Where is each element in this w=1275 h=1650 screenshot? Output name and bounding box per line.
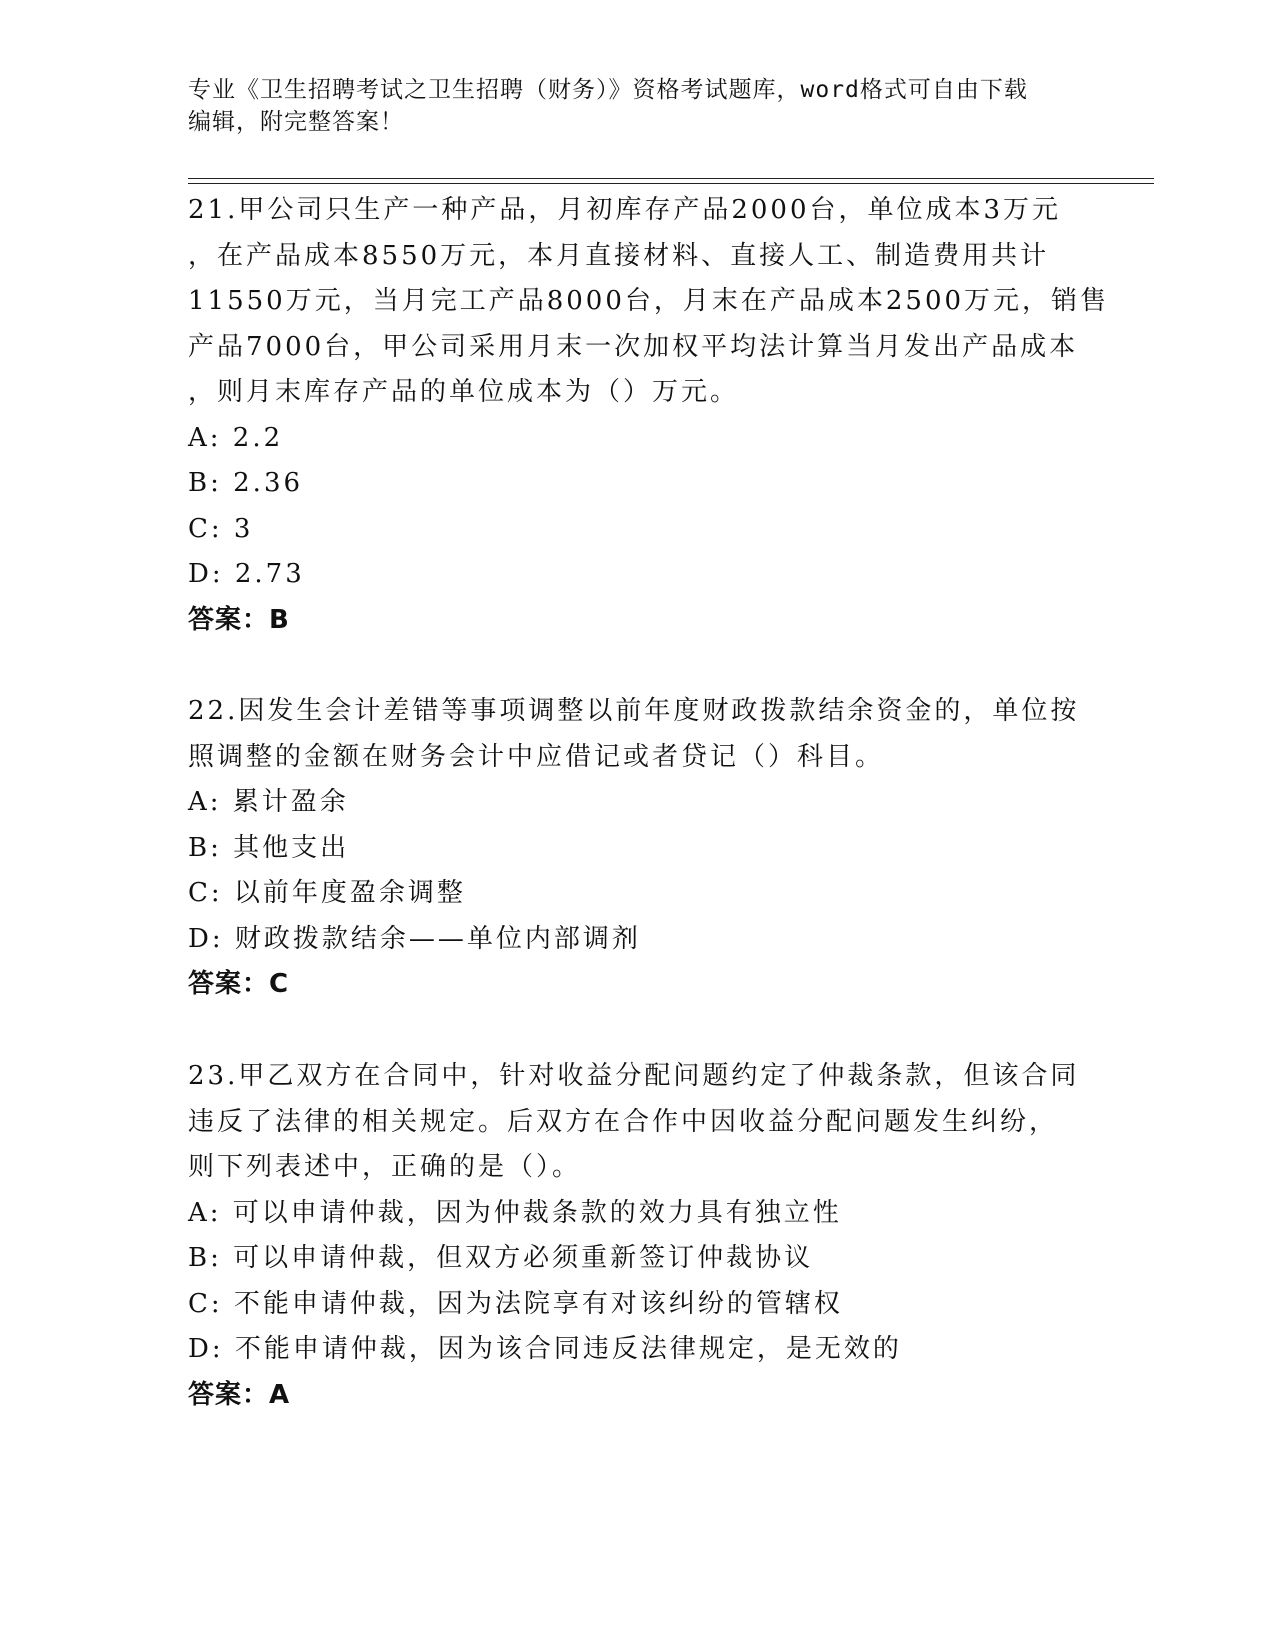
option-b: B: 可以申请仲裁，但双方必须重新签订仲裁协议 bbox=[188, 1243, 814, 1273]
question-stem-line: 则下列表述中，正确的是（）。 bbox=[188, 1152, 582, 1182]
option-a: A: 2.2 bbox=[188, 422, 284, 453]
header-divider-bottom bbox=[188, 183, 1154, 184]
answer-key: 答案：B bbox=[188, 604, 290, 635]
header-line-2: 编辑，附完整答案！ bbox=[188, 109, 404, 135]
question-21 bbox=[188, 188, 1110, 643]
question-stem-line: 22.因发生会计差错等事项调整以前年度财政拨款结余资金的，单位按 bbox=[188, 696, 1080, 726]
option-c: C: 不能申请仲裁，因为法院享有对该纠纷的管辖权 bbox=[188, 1288, 843, 1319]
answer-key: 答案：C bbox=[188, 969, 290, 999]
option-d: D: 财政拨款结余——单位内部调剂 bbox=[188, 923, 641, 954]
question-stem-line: ，在产品成本8550万元，本月直接材料、直接人工、制造费用共计 bbox=[188, 240, 1050, 271]
question-stem-line: 11550万元，当月完工产品8000台，月末在产品成本2500万元，销售 bbox=[188, 286, 1110, 316]
option-b: B: 2.36 bbox=[188, 468, 304, 498]
question-stem-line: 产品7000台，甲公司采用月末一次加权平均法计算当月发出产品成本 bbox=[188, 331, 1079, 362]
option-d: D: 不能申请仲裁，因为该合同违反法律规定，是无效的 bbox=[188, 1334, 902, 1364]
answer-key: 答案：A bbox=[188, 1379, 291, 1410]
header-divider-top bbox=[188, 178, 1154, 179]
question-stem-line: 违反了法律的相关规定。后双方在合作中因收益分配问题发生纠纷， bbox=[188, 1106, 1059, 1137]
option-c: C: 3 bbox=[188, 513, 254, 544]
question-22 bbox=[188, 689, 1088, 1008]
header-line-1: 专业《卫生招聘考试之卫生招聘（财务）》资格考试题库，word格式可自由下载 bbox=[188, 77, 1028, 103]
option-c: C: 以前年度盈余调整 bbox=[188, 878, 466, 908]
question-stem-line: 照调整的金额在财务会计中应借记或者贷记（）科目。 bbox=[188, 741, 885, 772]
question-stem-line: 21.甲公司只生产一种产品，月初库存产品2000台，单位成本3万元 bbox=[188, 195, 1062, 225]
document-header bbox=[188, 74, 1088, 138]
question-stem-line: 23.甲乙双方在合同中，针对收益分配问题约定了仲裁条款，但该合同 bbox=[188, 1061, 1080, 1091]
option-d: D: 2.73 bbox=[188, 559, 305, 589]
option-a: A: 可以申请仲裁，因为仲裁条款的效力具有独立性 bbox=[188, 1197, 842, 1228]
question-23 bbox=[188, 1054, 1088, 1418]
option-a: A: 累计盈余 bbox=[188, 787, 349, 817]
option-b: B: 其他支出 bbox=[188, 832, 350, 863]
question-stem-line: ，则月末库存产品的单位成本为（）万元。 bbox=[188, 377, 740, 407]
